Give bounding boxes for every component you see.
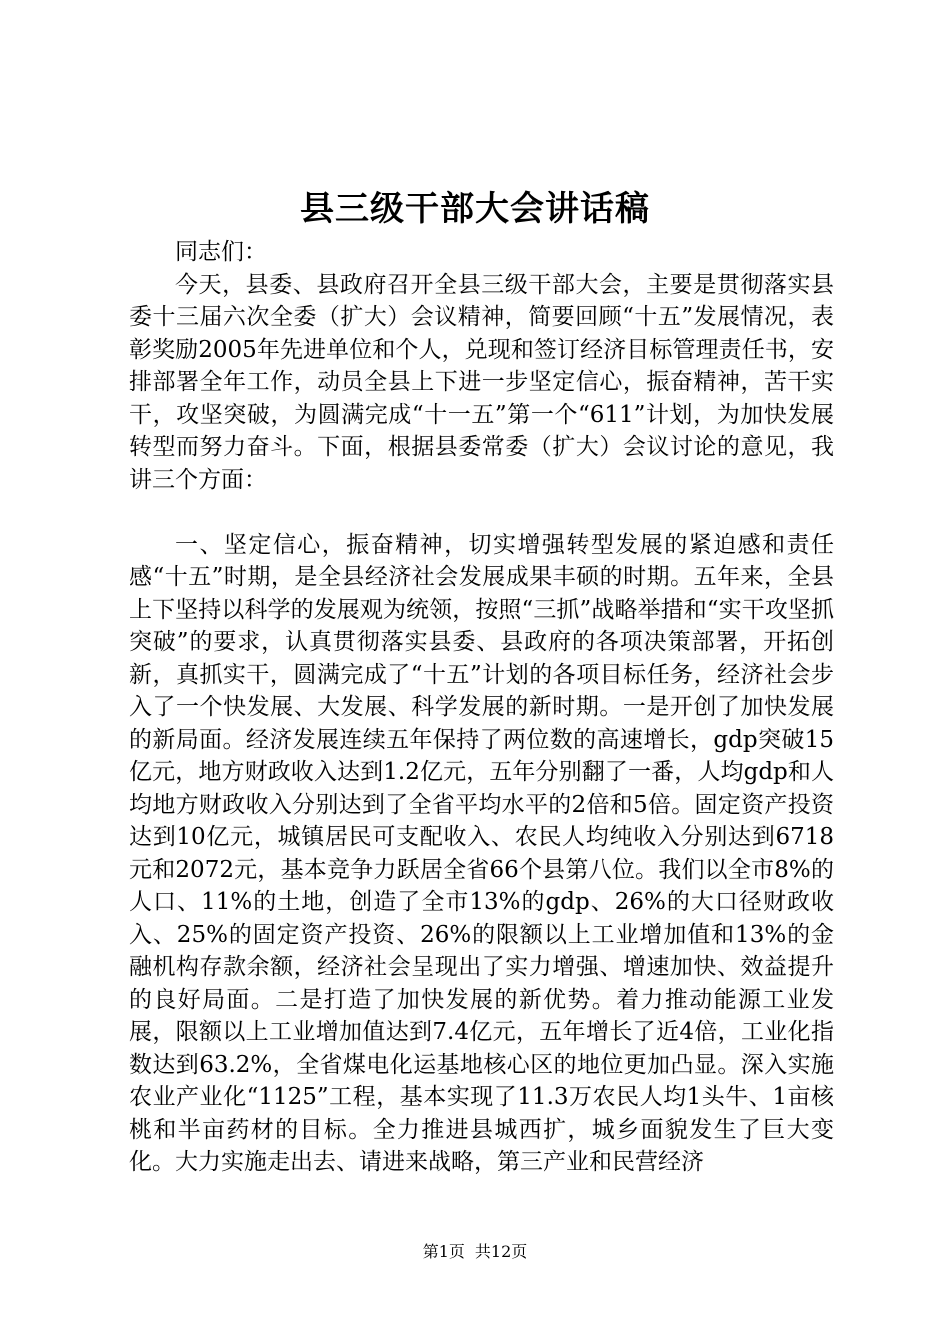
page-total: 共12页	[474, 1242, 528, 1261]
document-body	[129, 236, 834, 1179]
salutation: 同志们：	[175, 239, 267, 265]
page-footer	[0, 1240, 950, 1264]
paragraph-section-one: 一、坚定信心，振奋精神，切实增强转型发展的紧迫感和责任感“十五”时期，是全县经济社会发展成果丰硕的时期。五年来，全县上下坚持以科学的发展观为统领，按照“三抓”战略举措和“实干攻坚抓突破”的要求，认真贯彻落实县委、县政府的各项决策部署，开拓创新，真抓实干，圆满完成了“十五”计划的各项目标任务，经济社会步入了一个快发展、大发展、科学发展的新时期。一是开创了加快发展的新局面。经济发展连续五年保持了两位数的高速增长，gdp突破15亿元，地方财政收入达到1.2亿元，五年分别翻了一番，人均gdp和人均地方财政收入分别达到了全省平均水平的2倍和5倍。固定资产投资达到10亿元，城镇居民可支配收入、农民人均纯收入分别达到6718元和2072元，基本竞争力跃居全省66个县第八位。我们以全市8%的人口、11%的土地，创造了全市13%的gdp、26%的大口径财政收入、25%的固定资产投资、26%的限额以上工业增加值和13%的金融机构存款余额，经济社会呈现出了实力增强、增速加快、效益提升的良好局面。二是打造了加快发展的新优势。着力推动能源工业发展，限额以上工业增加值达到7.4亿元，五年增长了近4倍，工业化指数达到63.2%，全省煤电化运基地核心区的地位更加凸显。深入实施农业产业化“1125”工程，基本实现了11.3万农民人均1头牛、1亩核桃和半亩药材的目标。全力推进县城西扩，城乡面貌发生了巨大变化。大力实施走出去、请进来战略，第三产业和民营经济	[129, 531, 834, 1175]
page-number: 第1页	[422, 1242, 465, 1261]
paragraph-intro: 今天，县委、县政府召开全县三级干部大会，主要是贯彻落实县委十三届六次全委（扩大）会议精神，简要回顾“十五”发展情况，表彰奖励2005年先进单位和个人，兑现和签订经济目标管理责任书，安排部署全年工作，动员全县上下进一步坚定信心，振奋精神，苦干实干，攻坚突破，为圆满完成“十一五”第一个“611”计划，为加快发展转型而努力奋斗。下面，根据县委常委（扩大）会议讨论的意见，我讲三个方面：	[129, 271, 834, 493]
paragraph-spacer	[129, 496, 834, 529]
document-title: 县三级干部大会讲话稿	[300, 189, 650, 229]
